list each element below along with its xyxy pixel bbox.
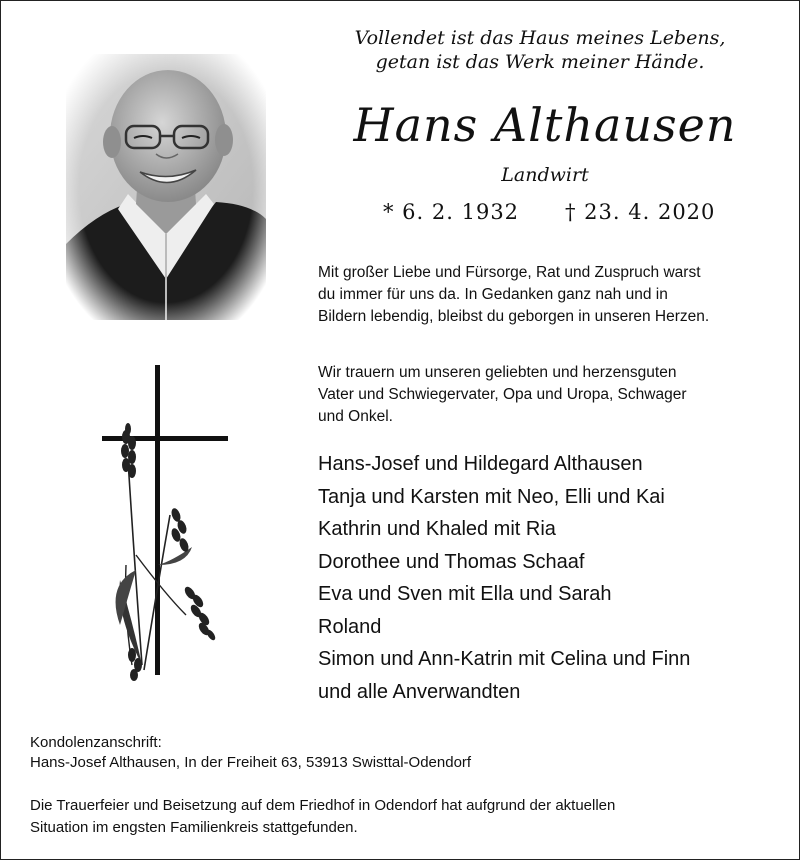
- condolence-label: Kondolenzanschrift:: [30, 734, 162, 751]
- family-member: und alle Anverwandten: [318, 680, 521, 703]
- funeral-note: [30, 795, 615, 839]
- condolence-address: [30, 733, 471, 773]
- birth-date: * 6. 2. 1932: [383, 200, 520, 224]
- tribute-line: du immer für uns da. In Gedanken ganz nah und in: [318, 286, 668, 303]
- tribute-paragraph: [318, 262, 778, 328]
- family-member: Tanja und Karsten mit Neo, Elli und Kai: [318, 485, 665, 508]
- portrait-photo: [66, 54, 266, 320]
- family-member: Kathrin und Khaled mit Ria: [318, 518, 556, 540]
- family-member: Simon und Ann-Katrin mit Celina und Finn: [318, 648, 691, 670]
- mourning-paragraph: [318, 362, 778, 428]
- family-member: Dorothee und Thomas Schaaf: [318, 550, 585, 573]
- tribute-line: Bildern lebendig, bleibst du geborgen in unseren Herzen.: [318, 308, 710, 325]
- mourning-line: und Onkel.: [318, 408, 393, 425]
- mourning-line: Vater und Schwiegervater, Opa und Uropa, Schwager: [318, 386, 687, 403]
- family-member: Roland: [318, 615, 382, 638]
- tribute-line: Mit großer Liebe und Fürsorge, Rat und Zuspruch warst: [318, 264, 701, 281]
- death-date: † 23. 4. 2020: [565, 200, 716, 224]
- motto: [320, 26, 760, 74]
- cross-with-wheat-icon: [96, 365, 236, 690]
- condolence-address-line: Hans-Josef Althausen, In der Freiheit 63, 53913 Swisttal-Odendorf: [30, 754, 472, 771]
- occupation: Landwirt: [501, 164, 589, 186]
- motto-line-1: Vollendet ist das Haus meines Lebens,: [354, 27, 726, 49]
- family-list: [318, 448, 690, 708]
- deceased-name: Hans Althausen: [353, 98, 737, 152]
- funeral-note-line: Situation im engsten Familienkreis stattgefunden.: [30, 819, 358, 836]
- funeral-note-line: Die Trauerfeier und Beisetzung auf dem Friedhof in Odendorf hat aufgrund der aktuellen: [30, 797, 616, 814]
- mourning-line: Wir trauern um unseren geliebten und herzensguten: [318, 364, 677, 381]
- motto-line-2: getan ist das Werk meiner Hände.: [375, 51, 705, 73]
- family-member: Eva und Sven mit Ella und Sarah: [318, 583, 612, 605]
- family-member: Hans-Josef und Hildegard Althausen: [318, 453, 643, 475]
